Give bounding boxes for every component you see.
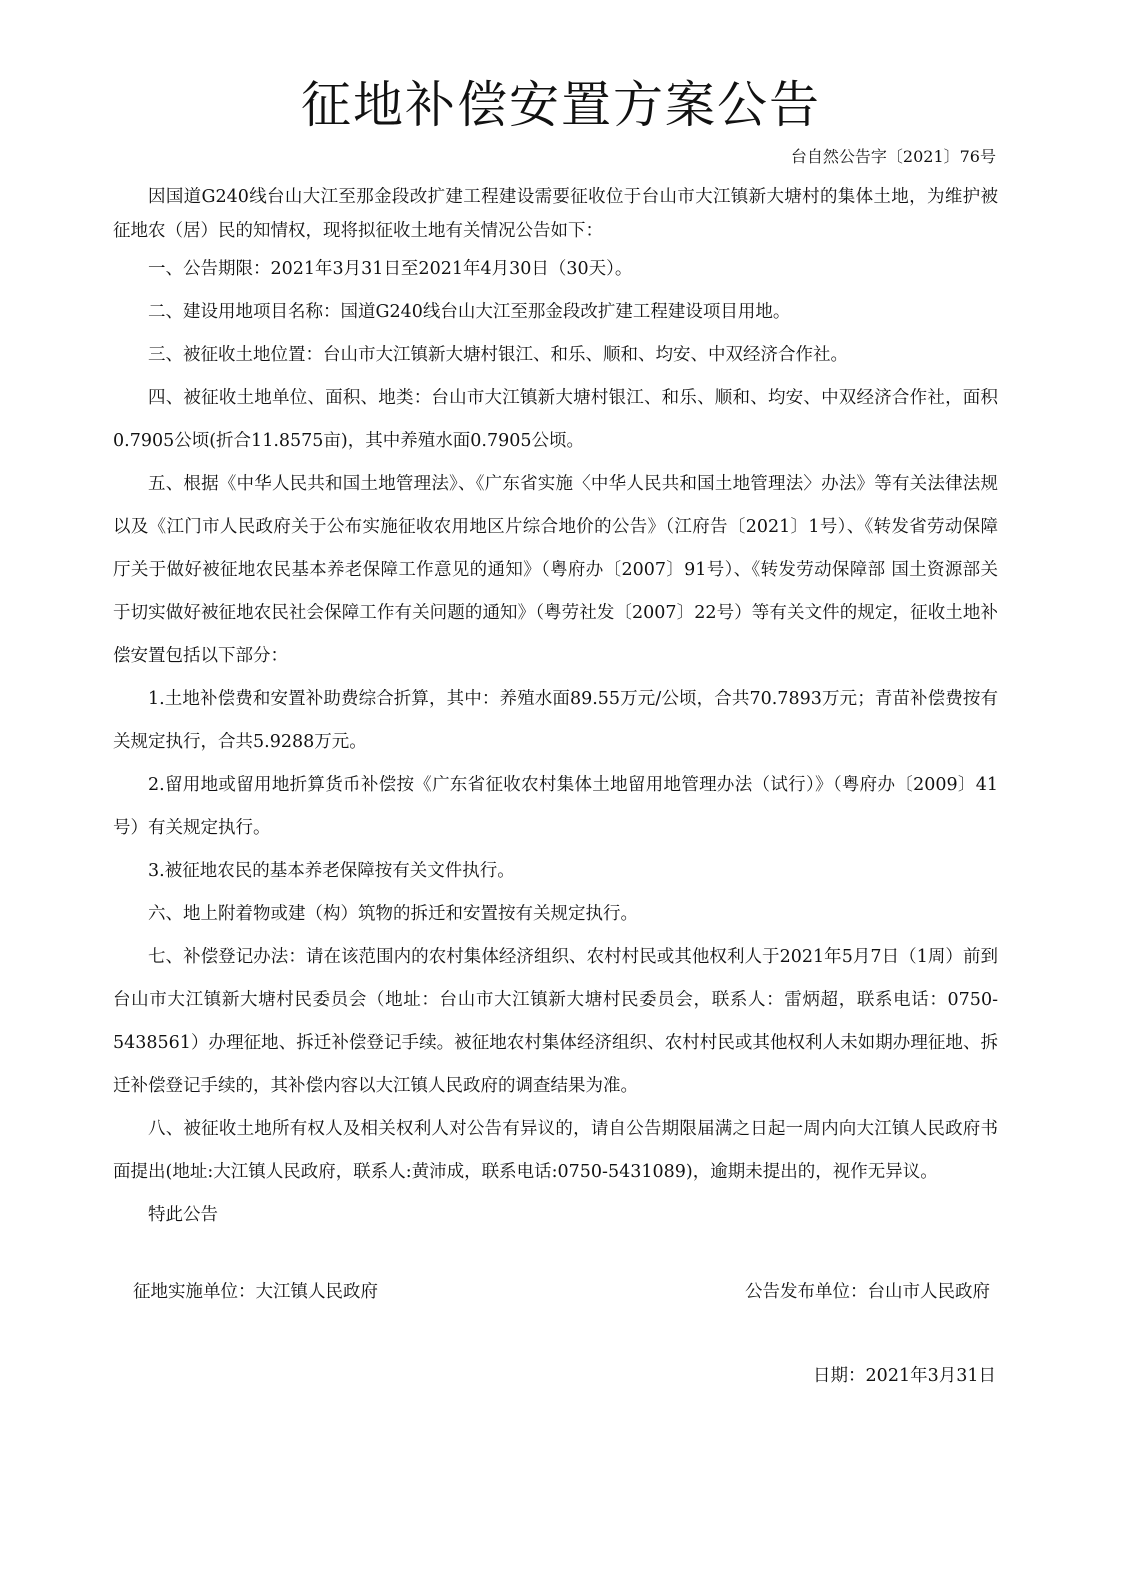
paragraph-objection: 八、被征收土地所有权人及相关权利人对公告有异议的，请自公告期限届满之日起一周内向大江镇人民政府书面提出(地址:大江镇人民政府，联系人:黄沛成，联系电话:0750-5431089)，逾期未提出的，视作无异议。 (113, 1119, 998, 1182)
paragraph-compensation-1: 1.土地补偿费和安置补助费综合折算，其中：养殖水面89.55万元/公顷，合共70.7893万元；青苗补偿费按有关规定执行，合共5.9288万元。 (113, 689, 998, 752)
paragraph-demolition: 六、地上附着物或建（构）筑物的拆迁和安置按有关规定执行。 (148, 904, 638, 924)
paragraph-period: 一、公告期限：2021年3月31日至2021年4月30日（30天）。 (148, 259, 633, 279)
paragraph-legal-basis: 五、根据《中华人民共和国土地管理法》、《广东省实施〈中华人民共和国土地管理法〉办法》等有关法律法规以及《江门市人民政府关于公布实施征收农用地区片综合地价的公告》（江府告〔2021〕1号）、《转发省劳动保障厅关于做好被征地农民基本养老保障工作意见的通知》（粤府办〔2007〕91号）、《转发劳动保障部 国土资源部关于切实做好被征地农民社会保障工作有关问题的通知》（粤劳社发〔2007〕22号）等有关文件的规定，征收土地补偿安置包括以下部分： (113, 474, 998, 666)
document-title: 征地补偿安置方案公告 (301, 76, 821, 134)
paragraph-area: 四、被征收土地单位、面积、地类：台山市大江镇新大塘村银江、和乐、顺和、均安、中双经济合作社，面积0.7905公顷(折合11.8575亩)，其中养殖水面0.7905公顷。 (113, 388, 998, 451)
document-body (113, 180, 998, 1237)
closing-line: 特此公告 (148, 1205, 218, 1225)
document-number: 台自然公告字〔2021〕76号 (790, 147, 996, 166)
implementing-unit: 征地实施单位：大江镇人民政府 (133, 1282, 378, 1302)
issuing-unit: 公告发布单位：台山市人民政府 (745, 1282, 990, 1302)
issue-date: 日期：2021年3月31日 (813, 1366, 996, 1386)
paragraph-registration: 七、补偿登记办法：请在该范围内的农村集体经济组织、农村村民或其他权利人于2021年5月7日（1周）前到台山市大江镇新大塘村民委员会（地址：台山市大江镇新大塘村民委员会，联系人：雷炳超，联系电话：0750-5438561）办理征地、拆迁补偿登记手续。被征地农村集体经济组织、农村村民或其他权利人未如期办理征地、拆迁补偿登记手续的，其补偿内容以大江镇人民政府的调查结果为准。 (113, 947, 998, 1096)
paragraph-compensation-3: 3.被征地农民的基本养老保障按有关文件执行。 (148, 861, 515, 881)
paragraph-location: 三、被征收土地位置：台山市大江镇新大塘村银江、和乐、顺和、均安、中双经济合作社。 (148, 345, 848, 365)
intro-paragraph: 因国道G240线台山大江至那金段改扩建工程建设需要征收位于台山市大江镇新大塘村的集体土地，为维护被征地农（居）民的知情权，现将拟征收土地有关情况公告如下： (113, 187, 998, 241)
paragraph-project-name: 二、建设用地项目名称：国道G240线台山大江至那金段改扩建工程建设项目用地。 (148, 302, 791, 322)
paragraph-compensation-2: 2.留用地或留用地折算货币补偿按《广东省征收农村集体土地留用地管理办法（试行）》（粤府办〔2009〕41号）有关规定执行。 (113, 775, 998, 838)
